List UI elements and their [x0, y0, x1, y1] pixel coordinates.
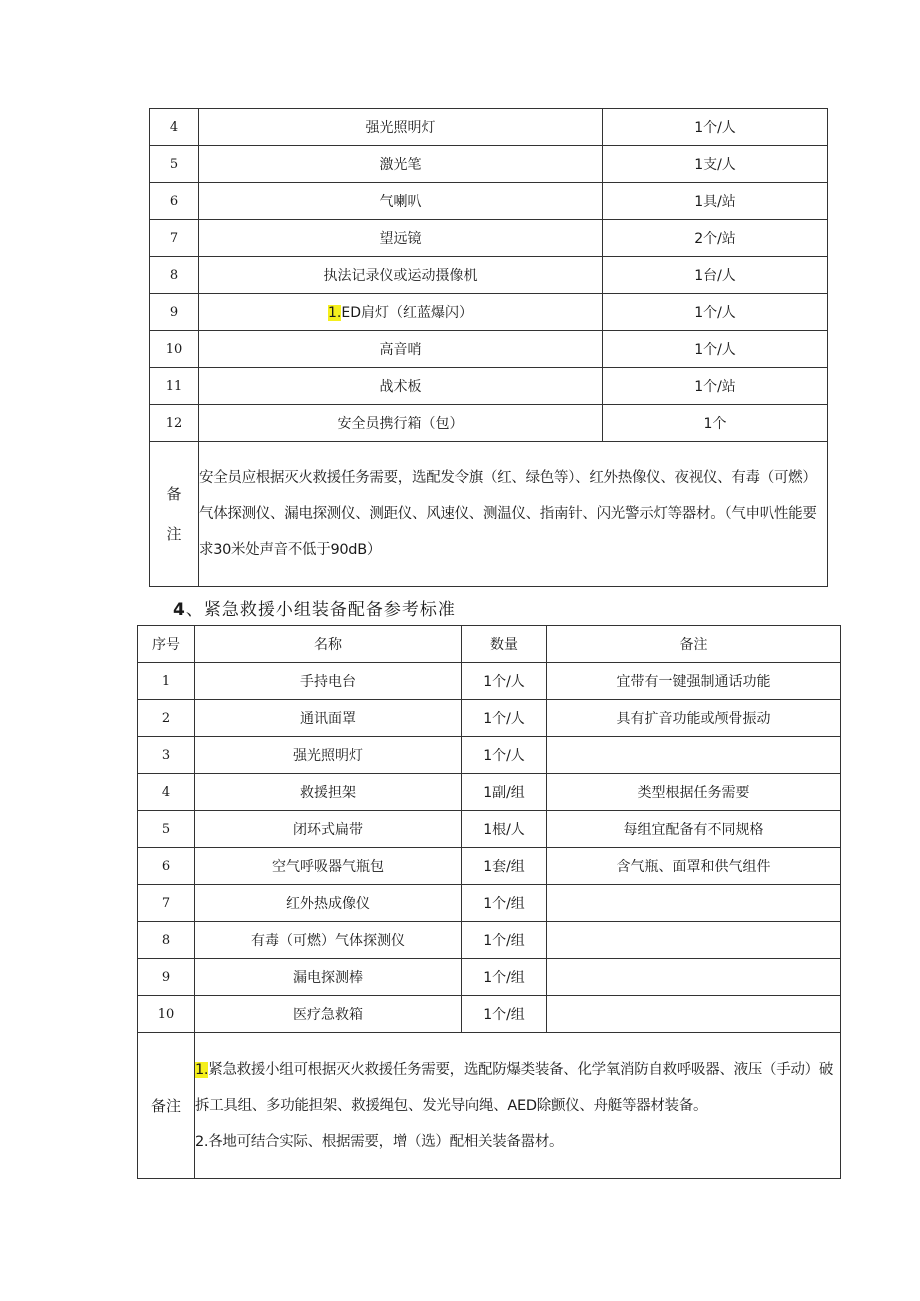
item-name: 漏电探测棒 — [195, 959, 462, 996]
item-note — [547, 996, 841, 1033]
item-name: 医疗急救箱 — [195, 996, 462, 1033]
remark-label: 备注 — [138, 1033, 195, 1179]
remark-text — [195, 1033, 841, 1179]
item-name: 红外热成像仪 — [195, 885, 462, 922]
item-quantity: 1具/站 — [603, 183, 828, 220]
table-row — [150, 405, 828, 442]
remark-label-char: 备 — [166, 485, 182, 503]
item-quantity: 1个/组 — [462, 922, 547, 959]
table-row — [138, 885, 841, 922]
row-number: 11 — [150, 368, 199, 405]
remark-label — [150, 442, 199, 587]
item-name: 气喇叭 — [199, 183, 603, 220]
item-name: 有毒（可燃）气体探测仪 — [195, 922, 462, 959]
table-row — [138, 774, 841, 811]
item-name: 通讯面罩 — [195, 700, 462, 737]
remark-row — [150, 442, 828, 587]
item-note: 含气瓶、面罩和供气组件 — [547, 848, 841, 885]
item-name: 战术板 — [199, 368, 603, 405]
table-row — [138, 922, 841, 959]
table-row — [150, 183, 828, 220]
item-quantity: 1个/站 — [603, 368, 828, 405]
row-number: 12 — [150, 405, 199, 442]
row-number: 10 — [150, 331, 199, 368]
row-number: 4 — [138, 774, 195, 811]
table-row — [138, 737, 841, 774]
table-row — [138, 959, 841, 996]
header-quantity: 数量 — [462, 626, 547, 663]
item-note: 具有扩音功能或颅骨振动 — [547, 700, 841, 737]
highlight-mark: 1. — [328, 305, 342, 321]
item-note: 类型根据任务需要 — [547, 774, 841, 811]
row-number: 7 — [138, 885, 195, 922]
table-row — [150, 257, 828, 294]
equipment-table-2 — [137, 625, 841, 1179]
header-name: 名称 — [195, 626, 462, 663]
item-quantity: 1台/人 — [603, 257, 828, 294]
item-name: 强光照明灯 — [199, 109, 603, 146]
item-quantity: 1支/人 — [603, 146, 828, 183]
row-number: 10 — [138, 996, 195, 1033]
row-number: 5 — [150, 146, 199, 183]
table-row — [150, 331, 828, 368]
item-name: 执法记录仪或运动摄像机 — [199, 257, 603, 294]
item-note: 宜带有一键强制通话功能 — [547, 663, 841, 700]
row-number: 8 — [138, 922, 195, 959]
table-row — [150, 146, 828, 183]
item-quantity: 1副/组 — [462, 774, 547, 811]
item-quantity: 2个/站 — [603, 220, 828, 257]
remark-paragraph-2: 2.各地可结合实际、根据需要，增（选）配相关装备嚣材。 — [195, 1133, 564, 1150]
table-row — [150, 220, 828, 257]
section-number: 4 — [173, 600, 186, 620]
item-name: 望远镜 — [199, 220, 603, 257]
item-note — [547, 922, 841, 959]
item-quantity: 1根/人 — [462, 811, 547, 848]
remark-row — [138, 1033, 841, 1179]
row-number: 2 — [138, 700, 195, 737]
row-number: 1 — [138, 663, 195, 700]
item-note — [547, 737, 841, 774]
row-number: 9 — [138, 959, 195, 996]
item-name: 激光笔 — [199, 146, 603, 183]
item-quantity: 1个/组 — [462, 959, 547, 996]
section-title: 、紧急救援小组装备配备参考标准 — [185, 600, 456, 620]
item-quantity: 1个/人 — [462, 700, 547, 737]
item-name: 安全员携行箱（包） — [199, 405, 603, 442]
header-row — [138, 626, 841, 663]
row-number: 6 — [138, 848, 195, 885]
item-name: 手持电台 — [195, 663, 462, 700]
item-name: 高音哨 — [199, 331, 603, 368]
item-note — [547, 959, 841, 996]
remark-text: 安全员应根据灭火救援任务需要，选配发令旗（红、绿色等）、红外热像仪、夜视仪、有毒（可燃）气体探测仪、漏电探测仪、测距仪、风速仪、测温仪、指南针、闪光警示灯等器材。（气申叭性能要求30米处声音不低于90dB） — [199, 442, 828, 587]
remark-paragraph-1 — [195, 1052, 840, 1124]
remark-1-text: 紧急救援小组可根据灭火救援任务需要，选配防爆类装备、化学氧消防自救呼吸器、液压（手动）破拆工具组、多功能担架、救援绳包、发光导向绳、AED除颤仪、舟艇等器材装备。 — [195, 1061, 834, 1114]
item-note: 每组宜配备有不同规格 — [547, 811, 841, 848]
table-row — [138, 811, 841, 848]
table-row — [138, 700, 841, 737]
item-name — [199, 294, 603, 331]
table-row — [138, 663, 841, 700]
highlight-mark: 1. — [195, 1061, 209, 1078]
row-number: 8 — [150, 257, 199, 294]
row-number: 7 — [150, 220, 199, 257]
table-row — [150, 294, 828, 331]
row-number: 9 — [150, 294, 199, 331]
remark-label-char: 注 — [166, 525, 182, 543]
item-quantity: 1个 — [603, 405, 828, 442]
item-name: 强光照明灯 — [195, 737, 462, 774]
item-name: 空气呼吸器气瓶包 — [195, 848, 462, 885]
row-number: 4 — [150, 109, 199, 146]
row-number: 3 — [138, 737, 195, 774]
item-quantity: 1个/组 — [462, 885, 547, 922]
equipment-table-1 — [149, 108, 828, 587]
item-quantity: 1个/人 — [603, 331, 828, 368]
item-quantity: 1个/人 — [603, 294, 828, 331]
header-note: 备注 — [547, 626, 841, 663]
row-number: 6 — [150, 183, 199, 220]
item-quantity: 1个/人 — [462, 737, 547, 774]
table-row — [150, 368, 828, 405]
header-number: 序号 — [138, 626, 195, 663]
item-quantity: 1个/人 — [462, 663, 547, 700]
item-note — [547, 885, 841, 922]
table-row — [150, 109, 828, 146]
item-name: 闭环式扁带 — [195, 811, 462, 848]
table-row — [138, 996, 841, 1033]
item-name-text: ED肩灯（红蓝爆闪） — [341, 305, 473, 321]
item-name: 救援担架 — [195, 774, 462, 811]
row-number: 5 — [138, 811, 195, 848]
section-heading — [173, 595, 456, 620]
item-quantity: 1个/人 — [603, 109, 828, 146]
item-quantity: 1套/组 — [462, 848, 547, 885]
item-quantity: 1个/组 — [462, 996, 547, 1033]
table-row — [138, 848, 841, 885]
